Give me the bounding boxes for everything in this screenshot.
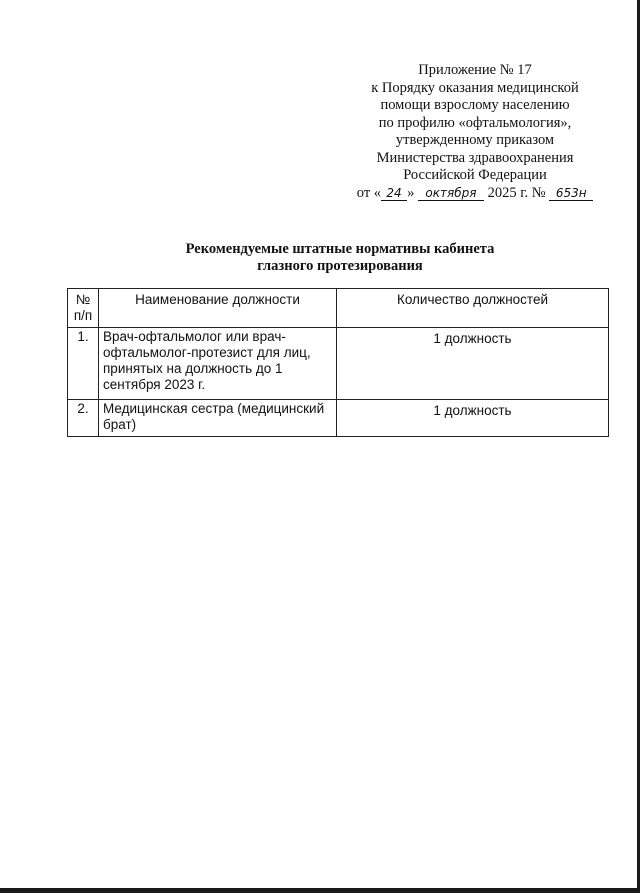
table-row — [68, 328, 609, 400]
order-date-line — [340, 185, 610, 203]
header-line-3: помощи взрослому населению — [380, 97, 570, 113]
date-mid: » — [407, 184, 415, 201]
date-prefix: от « — [356, 184, 382, 201]
header-number: № п/п — [68, 289, 99, 328]
header-line-5: утвержденному приказом — [395, 132, 555, 148]
table-header-row — [68, 289, 609, 328]
row-position-name: Медицинская сестра (медицинский брат) — [99, 400, 337, 437]
row-position-count: 1 должность — [337, 328, 609, 400]
header-position-count: Количество должностей — [337, 289, 609, 328]
header-line-1: Приложение № 17 — [418, 62, 532, 78]
header-line-7: Российской Федерации — [403, 167, 547, 183]
header-position-name: Наименование должности — [99, 289, 337, 328]
header-line-6: Министерства здравоохранения — [376, 149, 574, 166]
row-number: 2. — [68, 400, 99, 437]
row-position-count: 1 должность — [337, 400, 609, 437]
handwritten-order-number: 653н — [549, 186, 593, 201]
title-line-2: глазного протезирования — [257, 258, 423, 274]
appendix-header — [340, 62, 610, 202]
handwritten-day: 24 — [381, 186, 407, 201]
header-line-2: к Порядку оказания медицинской — [371, 79, 579, 96]
table-row — [68, 400, 609, 437]
title-line-1: Рекомендуемые штатные нормативы кабинета — [185, 241, 495, 257]
document-title — [140, 241, 540, 275]
staffing-table — [67, 288, 609, 437]
row-number: 1. — [68, 328, 99, 400]
header-line-4: по профилю «офтальмология», — [378, 114, 572, 131]
handwritten-month: октября — [418, 186, 484, 201]
date-year: 2025 г. № — [487, 184, 546, 201]
row-position-name: Врач-офтальмолог или врач-офтальмолог-протезист для лиц, принятых на должность до 1 сентября 2023 г. — [99, 328, 337, 400]
scan-edge-bottom — [0, 888, 640, 893]
